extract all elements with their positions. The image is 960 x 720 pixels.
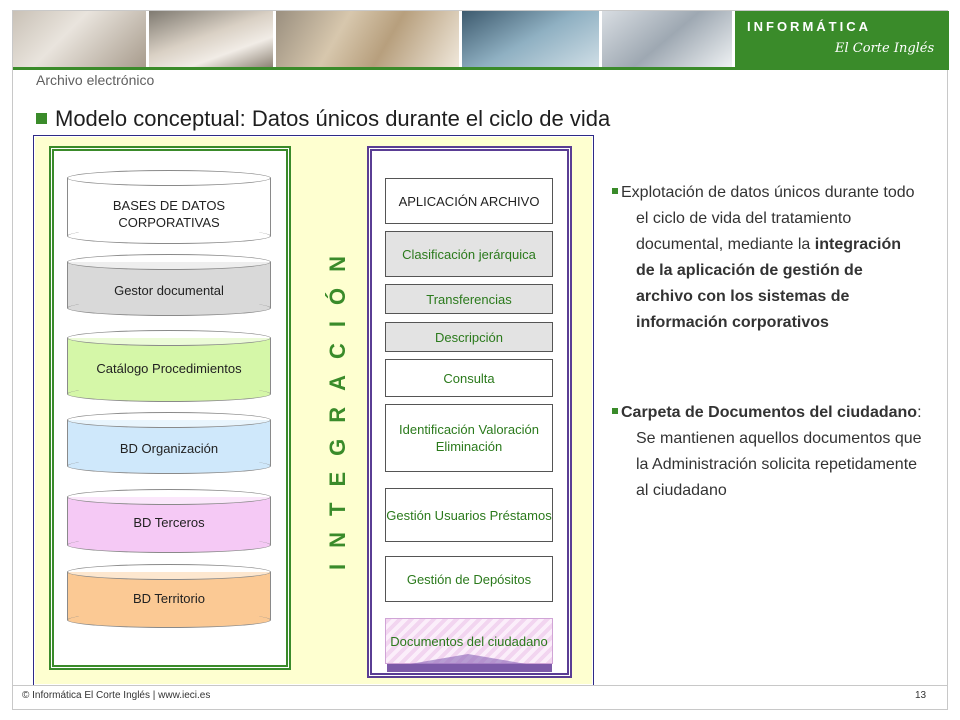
- banner-photo: [462, 11, 599, 67]
- banner-photo: [276, 11, 459, 67]
- module-deposits: Gestión de Depósitos: [385, 556, 553, 602]
- db-top: [67, 254, 271, 270]
- db-label: BASES DE DATOS CORPORATIVAS: [112, 198, 226, 230]
- bullet-point-1: [612, 180, 922, 336]
- db-top: [67, 489, 271, 505]
- brand-logo: [735, 11, 949, 67]
- db-top: [67, 412, 271, 428]
- db-label: Gestor documental: [114, 283, 224, 298]
- page-title: [36, 106, 610, 132]
- db-base: [67, 386, 271, 402]
- brand-name: INFORMÁTICA: [747, 19, 871, 34]
- bullet2-bold: Carpeta de Documentos del ciudadano: [621, 404, 918, 421]
- integration-label: [318, 240, 358, 570]
- section-label: Archivo electrónico: [36, 72, 155, 88]
- page-title-text: Modelo conceptual: Datos únicos durante el ciclo de vida: [55, 106, 611, 131]
- module-query: Consulta: [385, 359, 553, 397]
- brand-subname: El Corte Inglés: [835, 41, 935, 56]
- banner-photo: [149, 11, 273, 67]
- bullet-text: [612, 400, 922, 504]
- bullet-point-2: [612, 400, 922, 504]
- db-territory: [67, 564, 271, 628]
- module-transfers: Transferencias: [385, 284, 553, 314]
- footer-copyright: © Informática El Corte Inglés | www.ieci.es: [22, 690, 211, 701]
- citizen-folder-bar: [387, 664, 552, 672]
- db-label: BD Terceros: [133, 515, 205, 530]
- banner-photo: [13, 11, 146, 67]
- bullet1-text: Explotación de datos únicos durante todo el ciclo de vida del tratamiento documental, mediante la: [621, 184, 915, 253]
- module-identification: Identificación Valoración Eliminación: [385, 404, 553, 472]
- module-citizen-documents: Documentos del ciudadano: [385, 618, 553, 664]
- app-header-box: APLICACIÓN ARCHIVO: [385, 178, 553, 224]
- db-base: [67, 300, 271, 316]
- module-description: Descripción: [385, 322, 553, 352]
- integration-text: INTEGRACIÓN: [325, 240, 350, 570]
- bullet-square-icon: [36, 113, 47, 124]
- header-banner: [13, 11, 949, 71]
- db-base: [67, 458, 271, 474]
- db-procedures-catalog: [67, 330, 271, 402]
- db-corporate: [67, 170, 271, 244]
- banner-photo: [602, 11, 732, 67]
- bullet1-bold: integración de la aplicación de gestión de archivo con los sistemas de información corporativos: [636, 236, 902, 331]
- db-label: Catálogo Procedimientos: [96, 361, 242, 376]
- db-label: BD Territorio: [132, 591, 205, 606]
- db-base: [67, 612, 271, 628]
- bullet-icon: [612, 408, 618, 414]
- bullet-icon: [612, 188, 618, 194]
- db-base: [67, 537, 271, 553]
- db-label: BD Organización: [119, 441, 219, 456]
- bullet2-text: : Se mantienen aquellos documentos que la Administración solicita repetidamente al ciudadano: [636, 404, 922, 499]
- db-document-manager: [67, 254, 271, 316]
- module-users-loans: Gestión Usuarios Préstamos: [385, 488, 553, 542]
- db-third-parties: [67, 489, 271, 553]
- bullet-text: [612, 180, 922, 336]
- banner-divider: [13, 67, 949, 70]
- db-top: [67, 170, 271, 186]
- db-organization: [67, 412, 271, 474]
- footer-divider: [12, 685, 948, 686]
- db-top: [67, 330, 271, 346]
- module-classification: Clasificación jerárquica: [385, 231, 553, 277]
- db-top: [67, 564, 271, 580]
- page-number: 13: [915, 690, 927, 701]
